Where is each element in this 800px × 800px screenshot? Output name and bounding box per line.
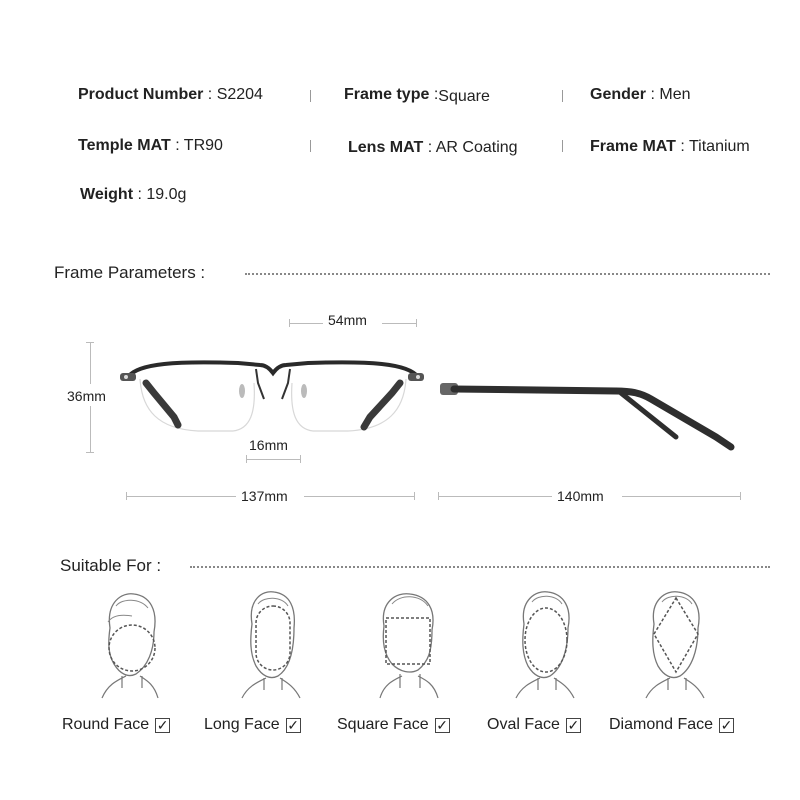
spec-product-number: Product Number : S2204 [78, 86, 263, 103]
spec-value: AR Coating [435, 139, 518, 156]
divider [310, 90, 311, 102]
face-type-oval [487, 716, 581, 734]
face-type-square [337, 716, 450, 734]
oval-face-icon [506, 588, 586, 700]
dimension-line [622, 496, 740, 497]
checkbox-icon: ✓ [567, 717, 580, 733]
dimension-tick [416, 319, 417, 327]
dimension-tick [740, 492, 741, 500]
dimension-tick [86, 342, 94, 343]
spec-value: Titanium [688, 138, 750, 155]
spec-value: 19.0g [146, 186, 187, 203]
glasses-front-view [118, 355, 428, 440]
spec-value: S2204 [216, 86, 263, 103]
spec-label: Product Number [78, 86, 204, 103]
dimension-tick [300, 455, 301, 463]
spec-value: Men [659, 86, 691, 103]
spec-label: Frame type [344, 86, 430, 103]
dimension-line [90, 342, 91, 384]
spec-temple-mat: Temple MAT : TR90 [78, 137, 223, 154]
checkbox-icon: ✓ [720, 717, 733, 733]
temple-length-label: 140mm [557, 488, 604, 504]
glasses-side-view [436, 375, 746, 460]
dimension-line [90, 406, 91, 452]
round-face-icon [92, 588, 172, 700]
dimension-tick [289, 319, 290, 327]
dimension-line [246, 459, 300, 460]
spec-value: Square [438, 88, 490, 105]
spec-label: Weight [80, 186, 134, 203]
dimension-tick [126, 492, 127, 500]
dotted-divider [245, 273, 770, 275]
spec-frame-type: Frame type :Square [344, 86, 490, 105]
lens-width-label: 54mm [328, 312, 367, 328]
face-type-diamond [609, 716, 734, 734]
face-label: Diamond Face [609, 716, 714, 733]
frame-width-label: 137mm [241, 488, 288, 504]
spec-weight: Weight : 19.0g [80, 186, 187, 203]
divider [310, 140, 311, 152]
face-label: Round Face [62, 716, 150, 733]
bridge-width-label: 16mm [249, 437, 288, 453]
spec-label: Lens MAT [348, 139, 424, 156]
dimension-tick [246, 455, 247, 463]
divider [562, 140, 563, 152]
checkbox-icon: ✓ [156, 717, 169, 733]
dotted-divider [190, 566, 770, 568]
spec-frame-mat: Frame MAT : Titanium [590, 138, 750, 155]
face-type-long [204, 716, 301, 734]
dimension-tick [414, 492, 415, 500]
dimension-line [438, 496, 552, 497]
spec-gender: Gender : Men [590, 86, 691, 103]
frame-parameters-title: Frame Parameters : [54, 263, 206, 282]
face-label: Square Face [337, 716, 429, 733]
spec-label: Gender [590, 86, 647, 103]
dimension-line [304, 496, 414, 497]
dimension-tick [438, 492, 439, 500]
lens-height-label: 36mm [67, 388, 106, 404]
diamond-face-icon [636, 588, 716, 700]
long-face-icon [232, 588, 312, 700]
square-face-icon [370, 588, 450, 700]
checkbox-icon: ✓ [287, 717, 299, 733]
dimension-line [382, 323, 416, 324]
spec-lens-mat: Lens MAT : AR Coating [348, 139, 518, 156]
suitable-for-title: Suitable For : [60, 556, 162, 575]
dimension-line [289, 323, 323, 324]
spec-value: TR90 [183, 137, 223, 154]
checkbox-icon: ✓ [436, 717, 448, 733]
face-type-round [62, 716, 170, 734]
dimension-line [126, 496, 236, 497]
face-label: Long Face [204, 716, 280, 733]
spec-label: Frame MAT [590, 138, 676, 155]
spec-label: Temple MAT [78, 137, 171, 154]
dimension-tick [86, 452, 94, 453]
divider [562, 90, 563, 102]
face-label: Oval Face [487, 716, 560, 733]
